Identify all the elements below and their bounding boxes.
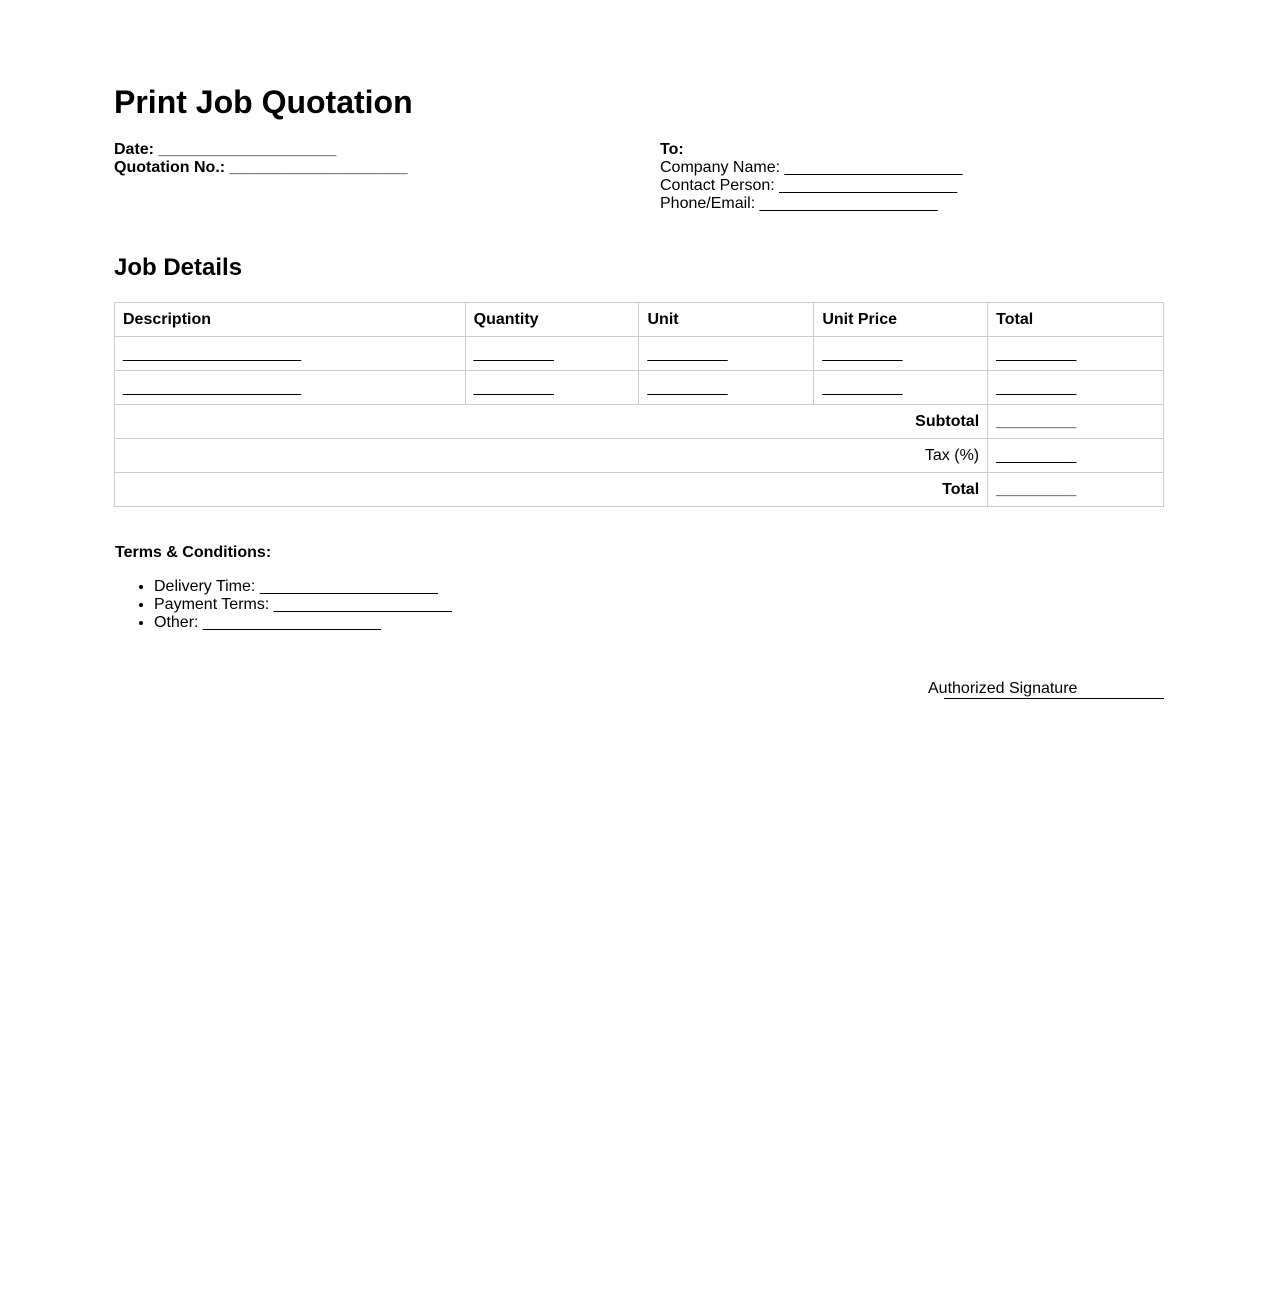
subtotal-label: Subtotal [115, 405, 988, 439]
contact-person-field[interactable] [660, 177, 962, 195]
terms-item-other[interactable] [154, 614, 452, 632]
company-name-label: Company Name: [660, 159, 781, 176]
grand-total-row [115, 473, 1164, 507]
to-label: To: [660, 141, 684, 158]
terms-item-label: Delivery Time: [154, 578, 256, 595]
terms-item-blank[interactable]: ____________________ [259, 578, 438, 595]
terms-item-blank[interactable]: ____________________ [273, 596, 452, 613]
column-header-description: Description [115, 303, 466, 337]
signature-block[interactable] [928, 680, 1164, 698]
column-header-unit: Unit [639, 303, 814, 337]
contact-person-blank[interactable]: ____________________ [779, 177, 958, 194]
quantity-cell[interactable]: _________ [465, 371, 639, 405]
terms-item-label: Other: [154, 614, 199, 631]
signature-line [944, 698, 1164, 699]
company-name-blank[interactable]: ____________________ [784, 159, 963, 176]
unit-price-cell[interactable]: _________ [814, 337, 988, 371]
date-field[interactable] [114, 141, 408, 159]
terms-item-blank[interactable]: ____________________ [202, 614, 381, 631]
subtotal-value[interactable]: _________ [988, 405, 1164, 439]
phone-email-field[interactable] [660, 195, 962, 213]
date-blank[interactable]: ____________________ [158, 141, 337, 158]
description-cell[interactable]: ____________________ [115, 371, 466, 405]
table-row [115, 337, 1164, 371]
recipient-block [660, 141, 962, 213]
terms-heading: Terms & Conditions: [115, 544, 272, 561]
quantity-cell[interactable]: _________ [465, 337, 639, 371]
tax-label: Tax (%) [115, 439, 988, 473]
column-header-unit-price: Unit Price [814, 303, 988, 337]
grand-total-label: Total [115, 473, 988, 507]
page-title: Print Job Quotation [114, 84, 413, 120]
total-cell[interactable]: _________ [988, 371, 1164, 405]
company-name-field[interactable] [660, 159, 962, 177]
quotation-number-field[interactable] [114, 159, 408, 177]
total-cell[interactable]: _________ [988, 337, 1164, 371]
phone-email-label: Phone/Email: [660, 195, 756, 212]
column-header-quantity: Quantity [465, 303, 639, 337]
table-header-row [115, 303, 1164, 337]
contact-person-label: Contact Person: [660, 177, 775, 194]
quotation-meta [114, 141, 408, 177]
signature-label: Authorized Signature [928, 680, 1078, 697]
description-cell[interactable]: ____________________ [115, 337, 466, 371]
terms-list [114, 578, 452, 632]
phone-email-blank[interactable]: ____________________ [759, 195, 938, 212]
job-details-table [114, 302, 1164, 507]
unit-cell[interactable]: _________ [639, 371, 814, 405]
terms-item-payment-terms[interactable] [154, 596, 452, 614]
quotation-number-label: Quotation No.: [114, 159, 226, 176]
grand-total-value[interactable]: _________ [988, 473, 1164, 507]
unit-price-cell[interactable]: _________ [814, 371, 988, 405]
quotation-number-blank[interactable]: ____________________ [229, 159, 408, 176]
subtotal-row [115, 405, 1164, 439]
job-details-heading: Job Details [114, 254, 243, 281]
column-header-total: Total [988, 303, 1164, 337]
tax-row [115, 439, 1164, 473]
unit-cell[interactable]: _________ [639, 337, 814, 371]
date-label: Date: [114, 141, 155, 158]
table-row [115, 371, 1164, 405]
terms-item-delivery-time[interactable] [154, 578, 452, 596]
terms-item-label: Payment Terms: [154, 596, 270, 613]
tax-value[interactable]: _________ [988, 439, 1164, 473]
